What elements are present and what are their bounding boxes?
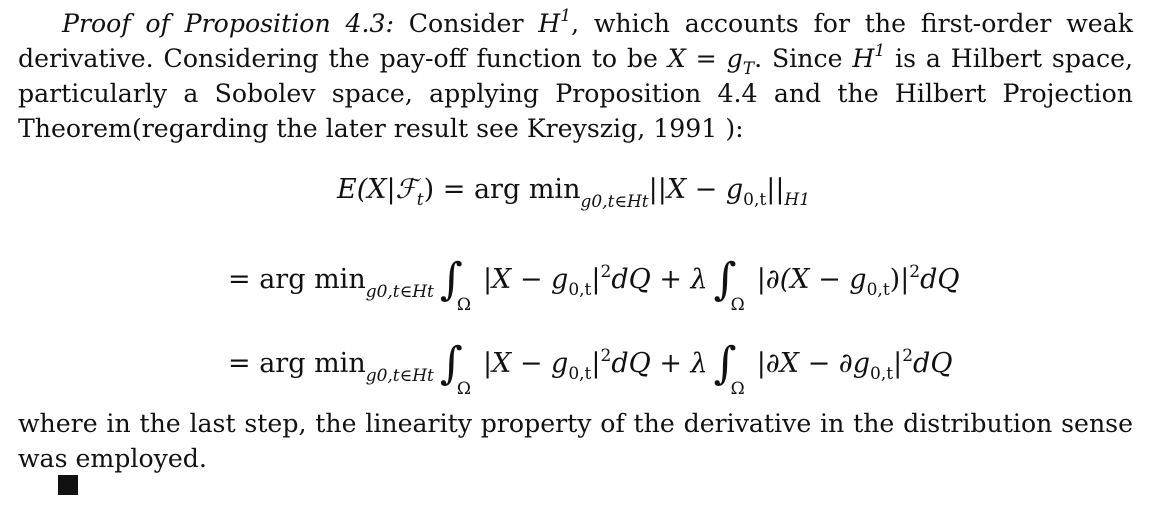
eq2-min-sub: g0,t∈Ht [365, 282, 434, 302]
integral-icon: ∫ [439, 254, 463, 305]
eq3-term2-close: | [893, 348, 903, 379]
eq2-term1: |X − g [482, 264, 569, 295]
eq2-term1-end: dQ + λ [611, 264, 708, 295]
math-H-sup: 1 [560, 6, 572, 26]
math-H-sup: 1 [874, 41, 886, 61]
integral-icon: ∫ [439, 338, 463, 389]
eq3-term1-sup: 2 [600, 346, 612, 366]
eq1-lhs: E(X|ℱ [337, 174, 417, 205]
eq3-min-sub: g0,t∈Ht [365, 366, 434, 386]
eq3-int-domain: Ω [456, 379, 471, 399]
math-g: g [726, 44, 743, 73]
eq3-term1: |X − g [482, 348, 569, 379]
eq3-term2-sub: 0,t [870, 364, 894, 384]
qed-square-icon [58, 475, 78, 495]
eq3-term2: |∂X − ∂g [756, 348, 871, 379]
math-H1 [538, 6, 572, 38]
equation-line-1 [337, 172, 810, 211]
eq2-term1-bar: | [591, 264, 601, 295]
eq3-term2-end: dQ [913, 348, 953, 379]
equation-line-3 [228, 338, 953, 399]
proof-text-2: , which accounts for the first-order weak derivative. Considering the pay-off function to be [18, 9, 1133, 73]
eq2-term2-close: )| [889, 264, 910, 295]
eq2-term2: |∂(X − g [756, 264, 867, 295]
eq2-int2-domain: Ω [730, 295, 745, 315]
integral-icon: ∫ [713, 254, 737, 305]
proof-label: Proof of Proposition 4.3: [62, 9, 394, 38]
eq2-term1-sub: 0,t [568, 280, 592, 300]
proof-paragraph [18, 6, 1133, 146]
eq2-term2-sup: 2 [909, 262, 921, 282]
eq1-rhs-sub: 0,t [743, 190, 767, 210]
eq2-term1-sup: 2 [600, 262, 612, 282]
eq1-rhs-close: || [766, 174, 785, 205]
proof-text-3: . Since [754, 44, 843, 73]
math-H1-second [852, 41, 886, 73]
eq1-rhs: ||X − g [648, 174, 744, 205]
eq1-norm-sub: H1 [784, 190, 811, 210]
eq1-min-sub: g0,t∈Ht [580, 192, 649, 212]
eq3-term1-sub: 0,t [568, 364, 592, 384]
closing-paragraph: where in the last step, the linearity property of the derivative in the distribution sense was employed. [18, 409, 1133, 473]
math-H: H [538, 9, 561, 38]
eq2-argmin: = arg min [228, 264, 366, 295]
eq2-term2-sub: 0,t [866, 280, 890, 300]
equation-line-2 [228, 254, 960, 315]
math-g-sub: T [742, 59, 755, 79]
eq3-int2-domain: Ω [730, 379, 745, 399]
eq1-argmin: ) = arg min [423, 174, 581, 205]
math-gT [726, 44, 755, 79]
math-equals: = [685, 44, 727, 73]
math-H: H [852, 44, 875, 73]
eq3-argmin: = arg min [228, 348, 366, 379]
proof-text-4: is a Hilbert space, particularly a Sobolev space, applying Proposition 4.4 and the Hilbert Projection Theorem(regarding the later result see Kreyszig, 1991 ): [18, 44, 1133, 143]
proof-text-1: Consider [408, 9, 524, 38]
integral-icon: ∫ [713, 338, 737, 389]
eq2-int-domain: Ω [456, 295, 471, 315]
math-X: X [667, 44, 686, 73]
eq3-term1-bar: | [591, 348, 601, 379]
eq3-term2-sup: 2 [902, 346, 914, 366]
eq1-lhs-sub: t [416, 190, 424, 210]
eq3-term1-end: dQ + λ [611, 348, 708, 379]
eq2-term2-end: dQ [920, 264, 960, 295]
